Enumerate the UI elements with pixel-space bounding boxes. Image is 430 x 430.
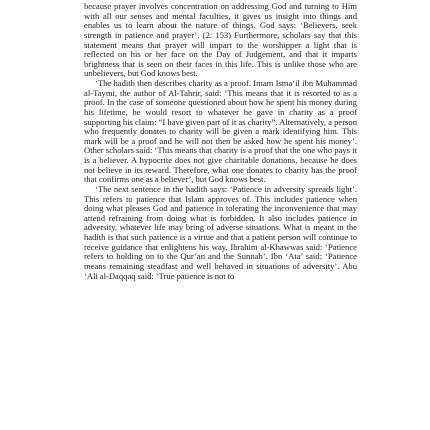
paragraph-charity: ‘The hadith then describes charity as a proof. Imam Isma‘il ibn Muhammad al-Taymi, the author of Al-Tahrir, said: ‘This means that it is resorted to as a proof. In the case of someone questioned about how he spent his money during his lifetime, he would resort to whatever he gave in charity as a proof supporting his claim: “I have given part of it as charity”. Alternatively, a person who frequently donates to charity will be given a mark identifying him. This mark will be a proof and he will not then be asked how he spent his money’. Other scholars said: ‘This means that charity is a proof that the one who pays it is a believer. A hypocrite does not give charitable donations, because he does not believe in its reward. Therefore, what one donates to charity has the proof that confirms one as a believer’, but God knows best. [84, 78, 357, 185]
paragraph-patience: ‘The next sentence in the hadith says: ‘Patience in adversity spreads light’. This refers to patience that Islam approves of. This includes patience when doing what pleases God and patience in tolerating the inconvenience that may attend refraining from doing what is forbidden. It also includes patience in adversity, whatever life may bring of adverse situations. What is meant in the hadith is that such patience is a virtue and that a patient person will continue to receive guidance that enlightens his way. Ibrahim al-Khawwas said: ‘Patience refers to holding on to the Qur’an and the Sunnah’. Ibn ‘Ata’ said: ‘Patience means remaining steadfast and well behaved in situations of adversity’. Abu ‘Ali al-Daqqaq said: ‘True patience is not to [84, 183, 357, 281]
paragraph-prayer: because prayer involves concentration on addressing God and turning to Him with all our senses and mental faculties, it gives us insight into things and enables us to learn about the nature of things. God says: ‘Believers, seek strength in patience and prayer’. (2: 153) Furthermore, scholars say that this statement means that prayer will impart to the worshipper a light that is reflected on his or her face on the Day of Judgement, and that it imparts brightness that is seen on their faces in this life. This is unlike those who are unbelievers, but God knows best. [84, 1, 357, 79]
page-body [84, 2, 357, 281]
